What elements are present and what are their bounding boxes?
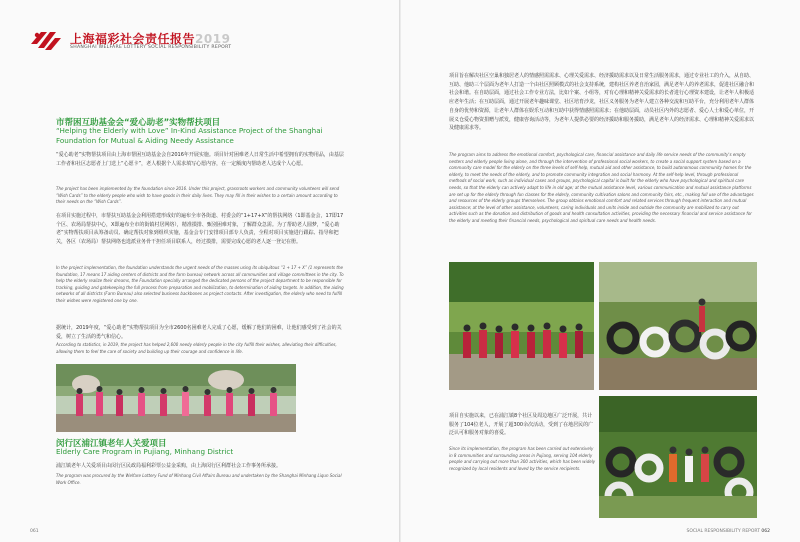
report-year: 2019 (195, 32, 231, 46)
right-page-footer (687, 529, 771, 534)
section1-paragraph-1-en: The project has been implemented by the foundation since 2016. Under this project, grassroots workers and community volunteers will send “Wish Cards” to the elderly people who wish to have goods in their daily lives. They may fill in their wishes to a certain amount according to their needs on the “Wish Cards”. (56, 186, 340, 205)
right-paragraph-2-en: Since its implementation, the program has been carried out extensively in 8 communities and surrounding areas in Pujiang, serving 104 elderly people and carrying out more than 300 activities, which has been widely recognized by local residents and loved by the service recipients. (449, 446, 596, 471)
report-subtitle: SHANGHAI WELFARE LOTTERY SOCIAL RESPONSIBILITY REPORT (70, 45, 232, 50)
section2-paragraph-1-en: The program was procured by the Welfare Lottery Fund of Minhang Civil Affairs Bureau and undertaken by the Shanghai Minhang Liqun Social Work Office. (56, 473, 342, 485)
welfare-lottery-logo-icon (28, 26, 64, 54)
elderly-garden-activity-photo (599, 396, 757, 518)
elderly-dance-photo (56, 364, 296, 432)
section1-paragraph-1-cn: “爱心助老”实物帮扶项目由上海市帮困互助基金会自2016年开展实施。项目针对困难老人日常生活中希望拥有的实物用品，由基层工作者和社区志愿者上门送上“心愿卡”，老人根据个人需求填写心愿内容，在一定额度内帮助老人达成个人心愿。 (56, 152, 344, 167)
section1-paragraph-2-cn: 在项目实施过程中，市帮扶互助基金会利用搭建形成好的遍布全市各街道、村委会的“1+17+X”的帮扶网络（1即基金会，17即17个区、农场局帮扶中心，X即遍布全市的街镇村居网络），精准摸排、甄别困难对象，了解群众急需。为了帮助老人圆梦，“爱心助老”实物帮扶项目从筹备动员、确定帮扶对象到组织实施，基金会专门安排项目部专人负责，全程对项目实施进行跟踪、指导和把关，各区（农场局）帮扶网络也选派业务骨干担任项目联系人，经过摸排，需要完成心愿的老人逐一登记在册。 (56, 213, 344, 246)
section2-paragraph-1-cn: 浦江镇老年人关爱项目由闵行区民政局福利彩票公益金采购，由上海闵行区利群社会工作事务所承接。 (56, 463, 282, 469)
right-paragraph-1-en: The program aims to address the emotional comfort, psychological care, financial assistance and daily life service needs of the community's empty nesters and elderly people living alone, and through the intervention of professional social workers, to create a social support system based on a community care model for the elderly on the three levels of self-help, mutual aid and other assistance, to build autonomous community homes for the elderly, to meet the needs of the elderly, and to promote community integration and social harmony. At the self-help level, through professional methods of social work, such as individual cases and groups, psychological capital is built for the elderly who have psychological and spiritual care needs, so that the elderly can actively adapt to life in old age; at the mutual assistance level, various communication and mutual assistance platforms are set up for the elderly through fun classes for the elderly, community cultivation salons and community fairs, etc., making full use of the advantages and resources of the elderly groups themselves. The group obtains emotional comfort and related services through frequent interaction and mutual assistance; at the level of other assistance, volunteers, caring individuals and units inside and outside the community are mobilized to carry out activities such as the donation and distribution of goods and health consultation activities, providing the necessary financial and service assistance for the elderly and meeting their financial needs, psychological and spiritual care needs and health needs. (449, 152, 754, 223)
report-title: 上海福彩社会责任报告2019 (70, 32, 231, 46)
elderly-performance-photo (449, 262, 594, 390)
section2-title-cn: 闵行区浦江镇老年人关爱项目 (56, 439, 167, 449)
section2-title-en: Elderly Care Program in Pujiang, Minhang District (56, 447, 234, 456)
left-page (0, 0, 399, 542)
right-page-number: 062 (761, 529, 770, 534)
left-page-number: 061 (30, 529, 39, 534)
right-paragraph-2-cn: 项目自实施以来，已在浦江镇8个社区及周边地区广泛开展，共计服务了104位老人，开展了超300余次活动，受到了在地居民的广泛认可和服务对象的喜爱。 (449, 413, 594, 437)
section1-title-cn: 市帮困互助基金会“爱心助老”实物帮扶项目 (56, 118, 221, 128)
right-paragraph-1-cn: 项目旨在解决社区空巢和独居老人的情感照需需求、心理关爱需求、经济援助需求以及日常生活服务需求，通过专业社工的介入，从自助、互助、他助三个层面为老年人打造一个由社区照顾模式的社会支持系统，建构社区养老自治家园，满足老年人的养老需求，促进社区融合和社会和谐。在自助层面，通过社会工作专业方法，比如个案、小组等，对有心理和精神关爱需求的长者进行心理资本建设，让老年人积极适应老年生活；在互助层面，通过开展老年趣味课堂、社区培育沙龙，社区义务服务为老年人建立各种交流和互助平台，充分利用老年人群体自身的优势和资源，让老年人群体在娱乐互动和互助中获得情感照需需求；在他助层面，动员社区内外的志愿者、爱心人士和爱心单位，开展义仓爱心物资捐赠与派发，健康咨询活动等，为老年人提供必要的经济援助和服务援助，满足老年人的经济需求、心理和精神关爱需求以及健康需求等。 (449, 73, 755, 132)
right-page (401, 0, 800, 542)
right-page-label: SOCIAL RESPONSIBILITY REPORT (686, 529, 760, 534)
tire-garden-photo (599, 262, 757, 390)
section1-paragraph-2-en: In the project implementation, the foundation understands the urgent needs of the masses using its ubiquitous “1 + 17 + X” (1 represents the foundation, 17 means 17 aiding centers of districts and the farm bureau) network across all communities and village committees in the city. To help the elderly realize their dreams, the Foundation specially arranged the dedicated persons of the project department to be responsible for tracking, guiding and gatekeeping the full process from preparation and mobilization, to determination of aiding targets. In addition, the aiding networks of all districts (Farm Bureau) also selected business backbones as project contacts. After investigation, the elderly who need to fulfill their wishes were registered one by one. (56, 265, 344, 303)
section1-paragraph-3-cn: 据统计，2019年度，“爱心助老”实物帮扶项目为全市2600名困难老人完成了心愿，缓解了他们的困难，让他们感受到了社会的关爱，树立了生活的勇气和信心。 (56, 325, 342, 340)
section1-title-en: “Helping the Elderly with Love” In-Kind Assistance Project of the Shanghai Foundation for Mutual & Aiding Needy Assistance (56, 126, 323, 145)
section1-paragraph-3-en: According to statistics, in 2019, the project has helped 2,600 needy elderly people in the city fulfill their wishes, alleviating their difficulties, allowing them to feel the care of society and building up their courage and confidence in life. (56, 342, 337, 354)
